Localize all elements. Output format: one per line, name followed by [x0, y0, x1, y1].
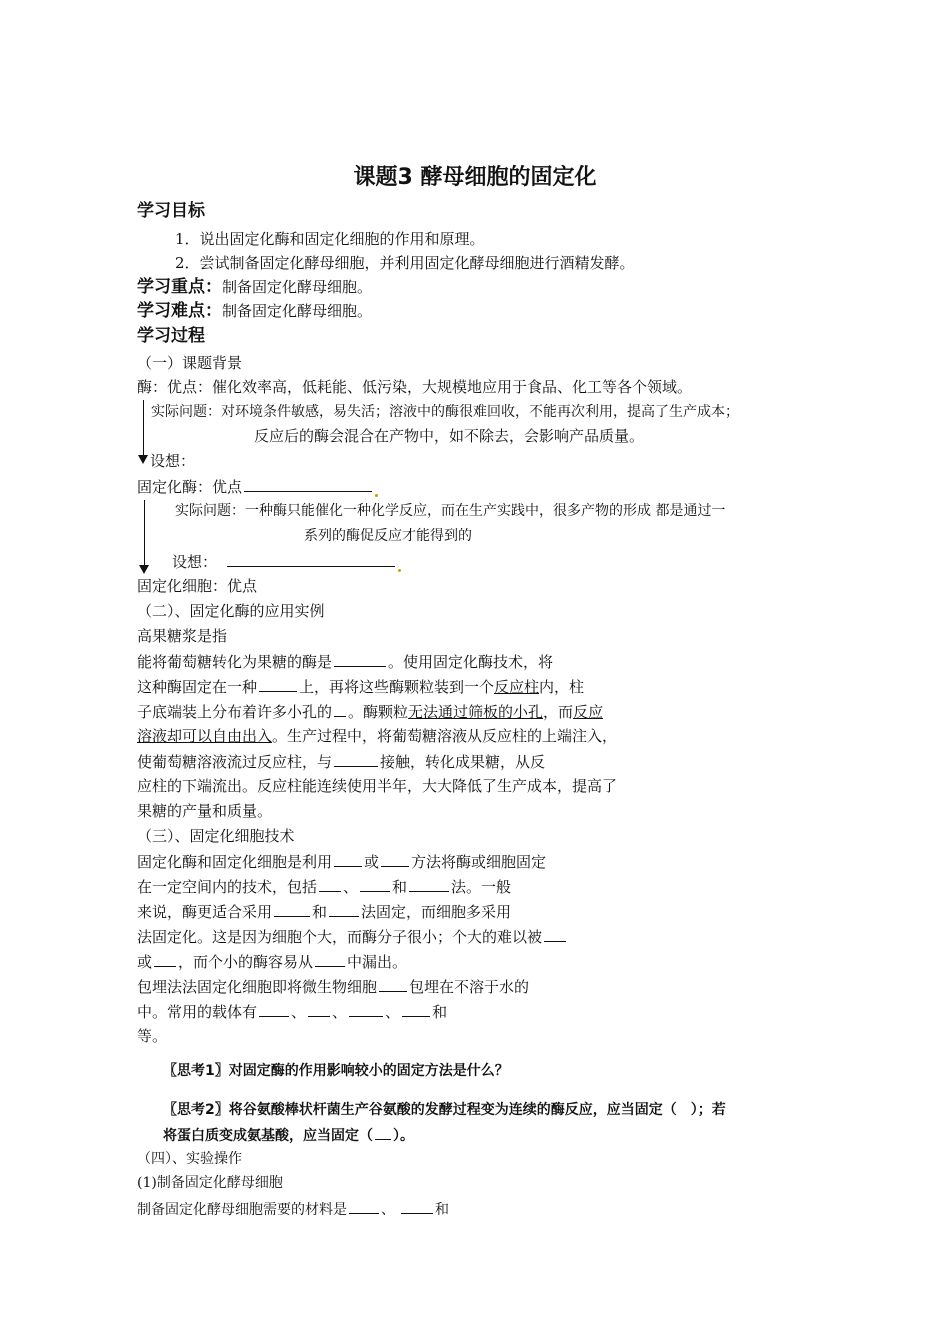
background-heading: （一）课题背景 — [137, 354, 243, 372]
technique-line-8: 等。 — [137, 1027, 168, 1045]
marker-dot — [375, 494, 378, 497]
example-line-7: 应柱的下端流出。反应柱能连续使用半年，大大降低了生产成本，提高了 — [137, 777, 618, 795]
problem-1-line-b: 反应后的酶会混合在产物中，如不除去，会影响产品质量。 — [254, 427, 645, 445]
technique-line-1: 固定化酶和固定化细胞是利用 或 方法将酶或细胞固定 — [137, 853, 547, 871]
operation-heading: （四）、实验操作 — [137, 1151, 242, 1167]
hypothesis-2: 设想： — [172, 551, 402, 572]
example-line-8: 果糖的产量和质量。 — [137, 802, 273, 820]
difficult-point-text: 制备固定化酵母细胞。 — [222, 302, 373, 320]
objectives-heading: 学习目标 — [137, 201, 205, 221]
technique-heading: （三）、固定化细胞技术 — [137, 827, 295, 845]
blank — [379, 976, 407, 992]
blank — [308, 1001, 330, 1017]
example-line-2: 能将葡萄糖转化为果糖的酶是 。使用固定化酶技术，将 — [137, 653, 554, 671]
objective-item-1: 1．说出固定化酶和固定化细胞的作用和原理。 — [175, 230, 485, 248]
problem-2-line-b: 系列的酶促反应才能得到的 — [304, 528, 472, 544]
blank — [409, 876, 449, 892]
technique-line-5: 或 ，而个小的酶容易从 中漏出。 — [137, 953, 408, 971]
difficult-point-label: 学习难点： — [137, 301, 222, 321]
blank — [259, 676, 297, 692]
blank — [334, 851, 362, 867]
process-heading: 学习过程 — [137, 326, 205, 346]
think-question-1: 〖思考1〗对固定酶的作用影响较小的固定方法是什么？ — [163, 1063, 509, 1079]
operation-subheading: (1)制备固定化酵母细胞 — [137, 1175, 283, 1191]
marker-dot — [398, 569, 401, 572]
flow-arrow-1-line — [143, 400, 144, 455]
immobilized-enzyme-line: 固定化酶：优点 — [137, 476, 379, 497]
blank — [259, 1001, 289, 1017]
key-point-label: 学习重点： — [137, 277, 222, 297]
technique-line-4: 法固定化。这是因为细胞个大，而酶分子很小；个大的难以被 — [137, 926, 568, 947]
blank — [381, 851, 409, 867]
flow-arrow-1-head — [138, 455, 148, 464]
difficult-point — [137, 301, 372, 321]
example-heading: （二）、固定化酶的应用实例 — [137, 602, 325, 620]
blank — [334, 701, 346, 717]
blank — [319, 876, 341, 892]
technique-line-6: 包埋法法固定化细胞即将微生物细胞 包埋在不溶于水的 — [137, 978, 530, 996]
blank — [329, 901, 359, 917]
technique-line-7: 中。常用的载体有 、 、 、 和 — [137, 1003, 448, 1021]
blank — [544, 926, 566, 942]
blank — [334, 651, 386, 667]
example-line-3: 这种酶固定在一种 上，再将这些酶颗粒装到一个反应柱内，柱 — [137, 678, 585, 696]
example-line-4: 子底端装上分布着许多小孔的 。酶颗粒无法通过筛板的小孔，而反应 — [137, 703, 604, 721]
blank — [375, 1124, 391, 1140]
blank — [401, 1198, 433, 1214]
page-title: 课题3 酵母细胞的固定化 — [353, 165, 597, 190]
blank — [315, 951, 345, 967]
objective-item-2: 2．尝试制备固定化酵母细胞，并利用固定化酵母细胞进行酒精发酵。 — [175, 254, 635, 272]
operation-line-1: 制备固定化酵母细胞需要的材料是 、 和 — [137, 1198, 449, 1220]
blank — [349, 1001, 383, 1017]
think-question-2-line-a: 〖思考2〗将谷氨酸棒状杆菌生产谷氨酸的发酵过程变为连续的酶反应，应当固定（ ）；若 — [163, 1102, 726, 1118]
example-line-6: 使葡萄糖溶液流过反应柱，与 接触，转化成果糖，从反 — [137, 753, 546, 771]
key-point — [137, 277, 372, 297]
immobilized-cell-line: 固定化细胞：优点 — [137, 577, 258, 595]
problem-2-line-a: 实际问题：一种酶只能催化一种化学反应，而在生产实践中，很多产物的形成 都是通过一 — [175, 503, 726, 519]
blank — [360, 876, 390, 892]
blank — [402, 1001, 430, 1017]
technique-line-3: 来说，酶更适合采用 和 法固定，而细胞多采用 — [137, 903, 512, 921]
technique-line-2: 在一定空间内的技术，包括 、 和 法。一般 — [137, 878, 512, 896]
think-question-2-line-b: 将蛋白质变成氨基酸，应当固定（ ）。 — [163, 1124, 414, 1146]
blank — [274, 901, 310, 917]
blank — [244, 476, 372, 492]
flow-arrow-2-head — [139, 565, 149, 574]
enzyme-advantages: 酶：优点：催化效率高，低耗能、低污染，大规模地应用于食品、化工等各个领域。 — [137, 378, 693, 396]
blank — [334, 751, 378, 767]
blank — [349, 1198, 379, 1214]
hypothesis-1: 设想： — [150, 452, 196, 470]
key-point-text: 制备固定化酵母细胞。 — [222, 278, 373, 296]
problem-1-line-a: 实际问题：对环境条件敏感，易失活；溶液中的酶很难回收，不能再次利用，提高了生产成本； — [151, 404, 739, 420]
example-line-1: 高果糖浆是指 — [137, 627, 228, 645]
example-line-5: 溶液却可以自由出入。生产过程中，将葡萄糖溶液从反应柱的上端注入， — [137, 727, 618, 745]
flow-arrow-2-line — [144, 500, 145, 565]
blank — [154, 951, 176, 967]
blank — [227, 551, 395, 567]
